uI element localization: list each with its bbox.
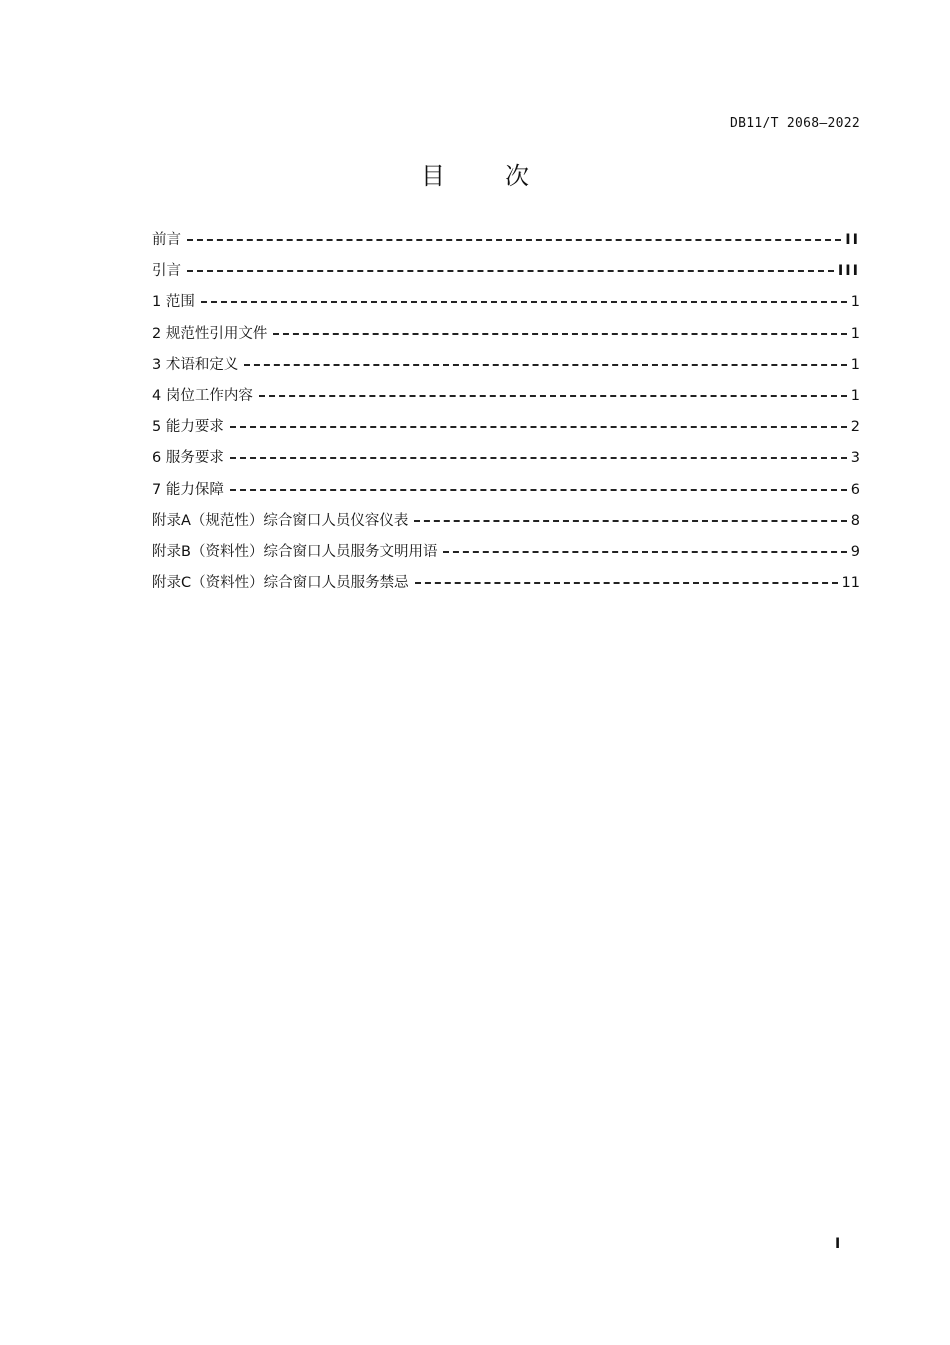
- page-title: 目次: [421, 162, 589, 190]
- toc-entry-capability-requirements[interactable]: [152, 415, 860, 446]
- toc-leader-dots: [414, 520, 846, 522]
- toc-entry-page: II: [845, 232, 860, 248]
- toc-entry-scope[interactable]: [152, 290, 860, 321]
- toc-entry-terms-definitions[interactable]: [152, 353, 860, 384]
- toc-entry-label: 附录B（资料性）综合窗口人员服务文明用语: [152, 543, 438, 560]
- page-number: I: [835, 1236, 841, 1252]
- toc-entry-label: 前言: [152, 232, 181, 248]
- toc-entry-page: 6: [850, 481, 860, 498]
- toc-entry-annex-b[interactable]: [152, 540, 860, 571]
- toc-leader-dots: [230, 457, 847, 459]
- toc-entry-page: 9: [850, 543, 860, 560]
- toc-entry-foreword[interactable]: [152, 228, 860, 259]
- toc-entry-label: 引言: [152, 263, 181, 280]
- toc-entry-label: 附录A（规范性）综合窗口人员仪容仪表: [152, 512, 409, 529]
- toc-entry-page: 1: [850, 294, 860, 311]
- toc-leader-dots: [230, 489, 847, 491]
- toc-entry-annex-c[interactable]: [152, 571, 860, 602]
- toc-entry-label: 6 服务要求: [152, 450, 224, 467]
- toc-entry-capability-assurance[interactable]: [152, 478, 860, 509]
- toc-entry-page: III: [837, 263, 860, 280]
- document-code: DB11/T 2068—2022: [729, 116, 860, 131]
- toc-entry-page: 1: [850, 356, 860, 373]
- toc-entry-service-requirements[interactable]: [152, 446, 860, 477]
- toc-leader-dots: [201, 301, 847, 303]
- toc-entry-label: 7 能力保障: [152, 481, 224, 498]
- toc-entry-label: 附录C（资料性）综合窗口人员服务禁忌: [152, 575, 409, 592]
- toc-entry-page: 1: [850, 387, 860, 404]
- toc-entry-label: 1 范围: [152, 294, 195, 311]
- toc-leader-dots: [230, 426, 847, 428]
- toc-entry-label: 4 岗位工作内容: [152, 387, 253, 404]
- toc-leader-dots: [273, 333, 846, 335]
- toc-entry-label: 3 术语和定义: [152, 356, 239, 373]
- toc-entry-introduction[interactable]: [152, 259, 860, 290]
- toc-entry-job-content[interactable]: [152, 384, 860, 415]
- toc-leader-dots: [187, 270, 834, 272]
- toc-leader-dots: [187, 239, 841, 241]
- toc-entry-page: 11: [841, 575, 860, 592]
- toc-entry-label: 2 规范性引用文件: [152, 325, 268, 342]
- toc-entry-normative-references[interactable]: [152, 322, 860, 353]
- toc-entry-page: 1: [850, 325, 860, 342]
- toc-entry-label: 5 能力要求: [152, 419, 224, 436]
- toc-entry-annex-a[interactable]: [152, 509, 860, 540]
- table-of-contents: [152, 228, 860, 602]
- toc-leader-dots: [259, 395, 847, 397]
- toc-leader-dots: [244, 364, 846, 366]
- toc-entry-page: 3: [850, 450, 860, 467]
- toc-entry-page: 8: [850, 512, 860, 529]
- toc-leader-dots: [415, 582, 838, 584]
- toc-entry-page: 2: [850, 419, 860, 436]
- toc-leader-dots: [443, 551, 846, 553]
